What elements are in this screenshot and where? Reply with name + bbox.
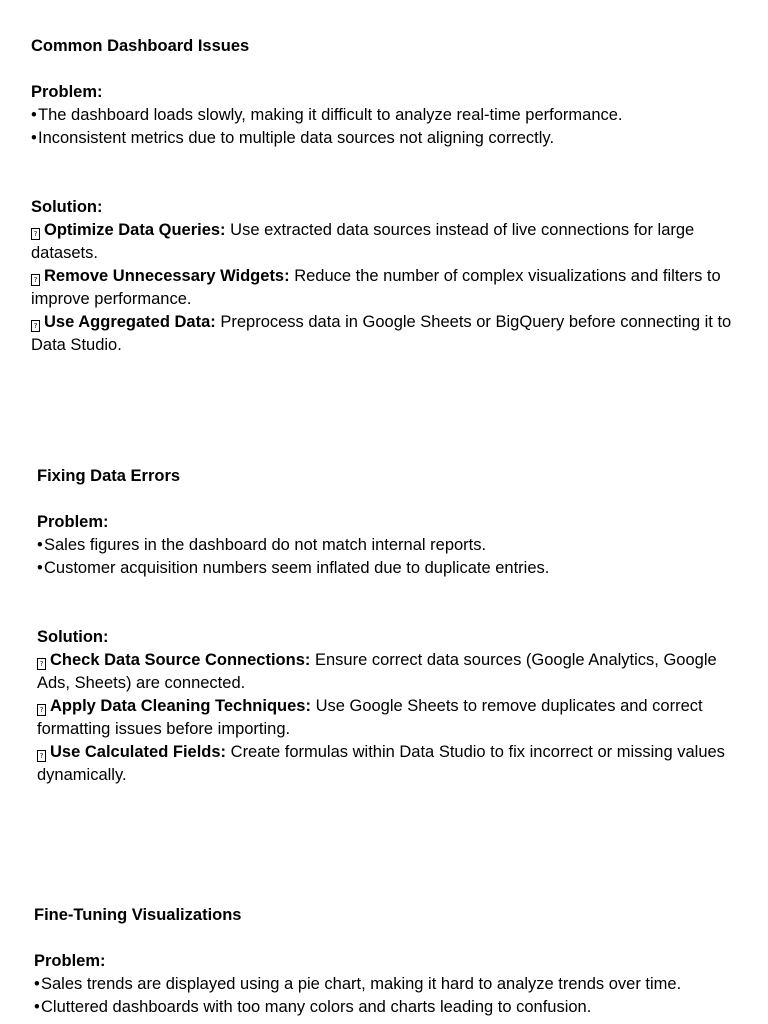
problem-item: •Sales figures in the dashboard do not match internal reports. — [37, 534, 747, 557]
solution-item: ? Optimize Data Queries: Use extracted data sources instead of live connections for large datasets. — [31, 221, 695, 262]
section-common-dashboard-issues — [31, 35, 746, 357]
problem-item: •Cluttered dashboards with too many colors and charts leading to confusion. — [34, 996, 746, 1019]
problem-label: Problem: — [34, 952, 106, 970]
section-title: Fine-Tuning Visualizations — [34, 906, 242, 924]
problem-item: •Sales trends are displayed using a pie chart, making it hard to analyze trends over time. — [34, 973, 746, 996]
spacer — [37, 580, 747, 626]
check-icon: ? — [31, 320, 40, 332]
check-icon: ? — [37, 658, 46, 670]
problem-item: •The dashboard loads slowly, making it difficult to analyze real-time performance. — [31, 104, 746, 127]
check-icon: ? — [31, 228, 40, 240]
bullet-icon: • — [34, 975, 40, 993]
section-title: Fixing Data Errors — [37, 467, 181, 485]
section-fine-tuning-visualizations — [34, 904, 746, 1019]
problem-item: •Inconsistent metrics due to multiple data sources not aligning correctly. — [31, 127, 746, 150]
bullet-icon: • — [37, 559, 43, 577]
bullet-icon: • — [31, 106, 37, 124]
check-icon: ? — [31, 274, 40, 286]
section-fixing-data-errors — [37, 465, 747, 787]
bullet-icon: • — [31, 129, 37, 147]
solution-item: ? Check Data Source Connections: Ensure correct data sources (Google Analytics, Google Ads, Sheets) are connected. — [37, 651, 717, 692]
solution-item: ? Remove Unnecessary Widgets: Reduce the number of complex visualizations and filters to improve performance. — [31, 267, 721, 308]
solution-item: ? Apply Data Cleaning Techniques: Use Google Sheets to remove duplicates and correct formatting issues before importing. — [37, 697, 703, 738]
bullet-icon: • — [34, 998, 40, 1016]
solution-label: Solution: — [31, 198, 103, 216]
check-icon: ? — [37, 750, 46, 762]
solution-item: ? Use Aggregated Data: Preprocess data in Google Sheets or BigQuery before connecting it to Data Studio. — [31, 313, 732, 354]
problem-label: Problem: — [31, 83, 103, 101]
spacer — [31, 150, 746, 196]
bullet-icon: • — [37, 536, 43, 554]
solution-item: ? Use Calculated Fields: Create formulas within Data Studio to fix incorrect or missing values dynamically. — [37, 743, 725, 784]
problem-label: Problem: — [37, 513, 109, 531]
solution-label: Solution: — [37, 628, 109, 646]
section-title: Common Dashboard Issues — [31, 37, 250, 55]
problem-item: •Customer acquisition numbers seem inflated due to duplicate entries. — [37, 557, 747, 580]
check-icon: ? — [37, 704, 46, 716]
